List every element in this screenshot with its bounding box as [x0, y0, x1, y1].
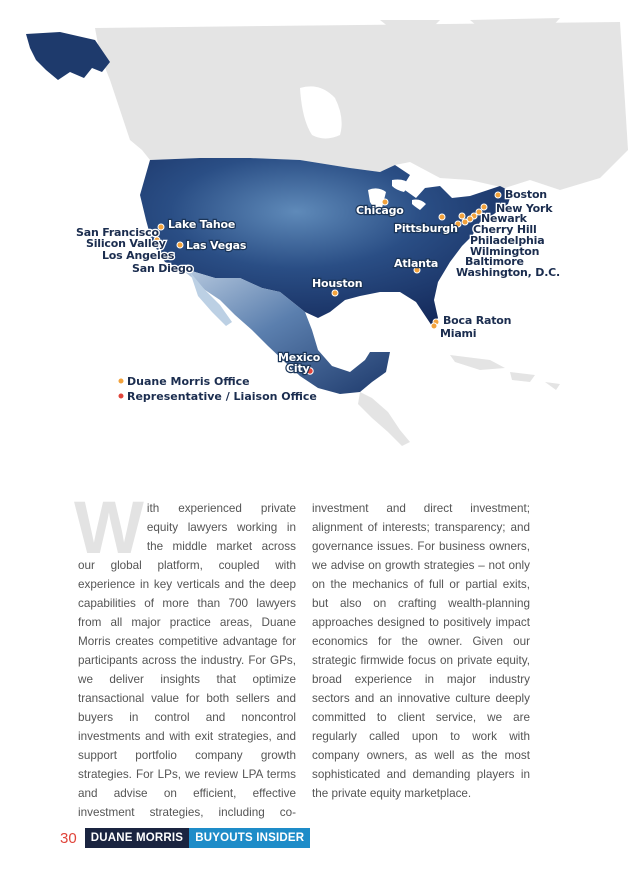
page-footer [60, 828, 310, 848]
brand-series-badge: BUYOUTS INSIDER [189, 828, 310, 848]
label-new-york: New York [496, 202, 553, 215]
central-america [358, 392, 410, 446]
label-boca-raton: Boca Raton [443, 314, 512, 327]
caribbean-islands [450, 355, 560, 390]
marker-baltimore [459, 213, 465, 219]
label-miami: Miami [440, 327, 477, 340]
article-paragraph: ith experienced private equity lawyers working in the middle market across our global platform, coupled with experience in key verticals and the deep capabilities of more than 700 lawyers from all major practice areas, Duane Morris creates competitive advantage for participants across the industry. For GPs, we deliver insights that optimize transactional value for both sellers and buyers in control and noncontrol investments and with exit strategies, and support portfolio company growth strategies. For LPs, we review LPA terms and advise on efficient, effective investment strategies, including co-investment and direct investment; alignment of interests; transparency; and governance issues. For business owners, we advise on growth strategies – not only on the mechanics of full or partial exits, but also on crafting wealth-planning approaches designed to positively impact economics for the owner. Given our strategic firmwide focus on private equity, broad experience in major industry sectors and an innovative culture deeply committed to client service, we are regularly called upon to work with company owners, as well as the most sophisticated and demanding players in the private equity marketplace. [78, 502, 530, 819]
label-pittsburgh: Pittsburgh [394, 222, 458, 235]
label-houston: Houston [312, 277, 363, 290]
marker-wilmington [462, 219, 468, 225]
label-san-diego: San Diego [132, 262, 193, 275]
legend-office-label: Duane Morris Office [127, 375, 250, 388]
label-philadelphia: Philadelphia [470, 234, 545, 247]
marker-pittsburgh [439, 214, 445, 220]
marker-new-york [481, 204, 487, 210]
map-legend [118, 375, 317, 403]
legend-office-marker [118, 378, 124, 384]
marker-miami [431, 323, 437, 329]
drop-cap: W [74, 486, 144, 569]
label-wilmington: Wilmington [470, 245, 540, 258]
marker-las-vegas [177, 242, 183, 248]
legend-representative-marker [118, 393, 124, 399]
label-lake-tahoe: Lake Tahoe [168, 218, 236, 231]
label-san-francisco: San Francisco [76, 226, 159, 239]
label-chicago: Chicago [356, 204, 404, 217]
article-body [74, 486, 530, 822]
label-washington: Washington, D.C. [456, 266, 561, 279]
label-mexico-city-line2: City [286, 362, 310, 375]
label-las-vegas: Las Vegas [186, 239, 247, 252]
label-cherry-hill: Cherry Hill [473, 223, 537, 236]
label-mexico-city-line1: Mexico [278, 351, 321, 364]
label-los-angeles: Los Angeles [102, 249, 175, 262]
label-newark: Newark [481, 212, 527, 225]
marker-houston [332, 290, 338, 296]
label-baltimore: Baltimore [465, 255, 524, 268]
brand-name-badge: DUANE MORRIS [85, 828, 190, 848]
page-number: 30 [60, 829, 77, 847]
legend-representative-label: Representative / Liaison Office [127, 390, 317, 403]
label-atlanta: Atlanta [394, 257, 439, 270]
label-boston: Boston [505, 188, 547, 201]
marker-lake-tahoe [158, 224, 164, 230]
marker-boston [495, 192, 501, 198]
label-silicon-valley: Silicon Valley [86, 237, 166, 250]
